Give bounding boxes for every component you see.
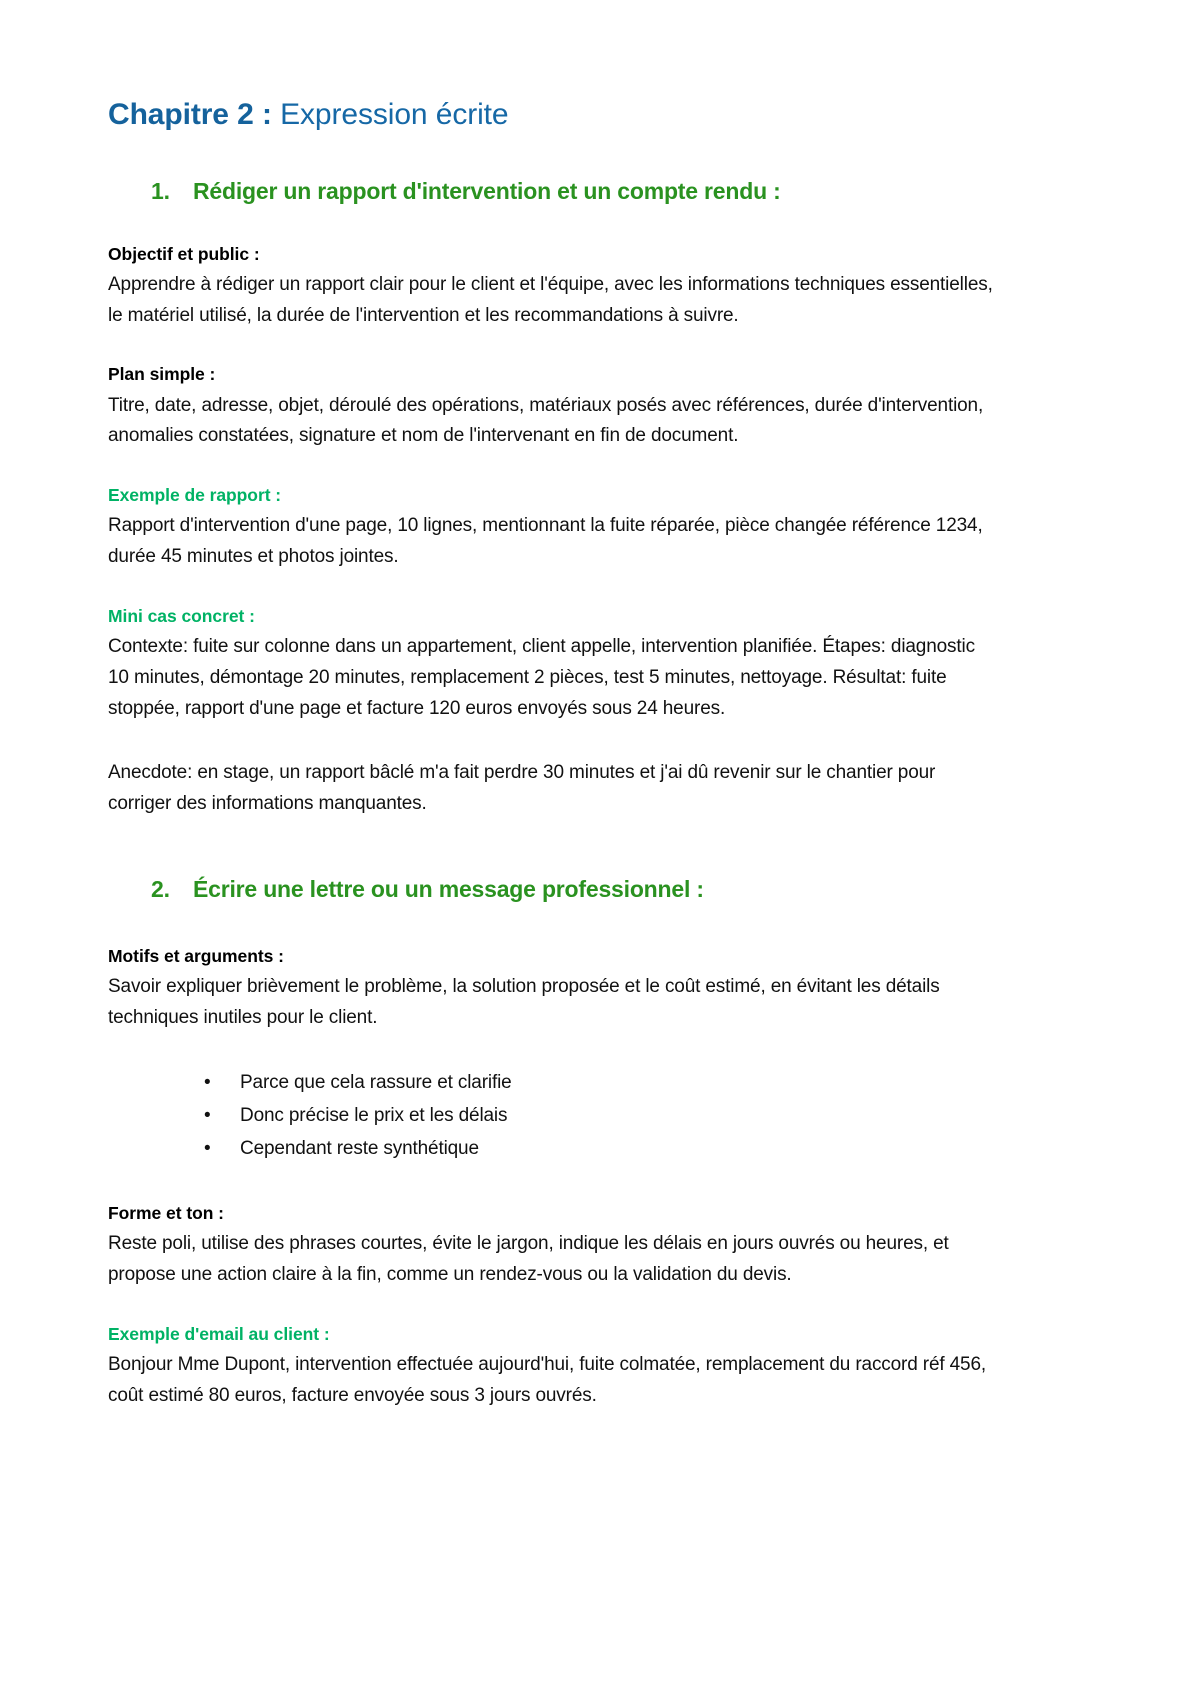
bullet-icon: •: [204, 1071, 211, 1093]
paragraph-motifs-et-arguments: Savoir expliquer brièvement le problème, la solution proposée et le coût estimé, en évitant les détails techniques inutiles pour le client.: [108, 976, 940, 1028]
document-content: [108, 96, 1000, 1411]
section-title-2: Écrire une lettre ou un message professionnel :: [193, 875, 704, 902]
paragraph-forme-et-ton: Reste poli, utilise des phrases courtes, évite le jargon, indique les délais en jours ouvrés ou heures, et propose une action claire à la fin, comme un rendez-vous ou la validation du devis.: [108, 1233, 949, 1285]
bullet-list: [108, 1068, 1000, 1164]
block-plan-simple: [108, 361, 1000, 452]
bullet-icon: •: [204, 1137, 211, 1159]
paragraph-mini-cas-concret: Contexte: fuite sur colonne dans un appartement, client appelle, intervention planifiée. Étapes: diagnostic 10 minutes, démontage 20 minutes, remplacement 2 pièces, test 5 minutes, nettoyage. Résultat: fuite stoppée, rapport d'une page et facture 120 euros envoyés sous 24 heures.: [108, 636, 975, 719]
paragraph-exemple-email-au-client: Bonjour Mme Dupont, intervention effectuée aujourd'hui, fuite colmatée, remplacement du raccord réf 456, coût estimé 80 euros, facture envoyée sous 3 jours ouvrés.: [108, 1353, 987, 1406]
sub-heading-plan-simple: Plan simple :: [108, 364, 216, 385]
section-heading-1: [108, 178, 1000, 205]
sub-heading-mini-cas-concret: Mini cas concret :: [108, 605, 255, 626]
list-item: [204, 1068, 1000, 1098]
sub-heading-exemple-de-rapport: Exemple de rapport :: [108, 485, 282, 506]
list-item: [204, 1134, 1000, 1164]
block-exemple-email-au-client: [108, 1321, 1000, 1412]
block-mini-cas-concret: [108, 603, 1000, 725]
block-motifs-et-arguments: [108, 943, 1000, 1034]
paragraph-anecdote: Anecdote: en stage, un rapport bâclé m'a fait perdre 30 minutes et j'ai dû revenir sur le chantier pour corriger des informations manquantes.: [108, 762, 936, 815]
sub-heading-exemple-email-au-client: Exemple d'email au client :: [108, 1323, 330, 1344]
block-objectif-et-public: [108, 241, 1000, 332]
section-number-2: 2.: [151, 875, 170, 902]
section-heading-2: [108, 876, 1000, 903]
page-title: [108, 96, 1000, 134]
paragraph-plan-simple: Titre, date, adresse, objet, déroulé des opérations, matériaux posés avec références, durée d'intervention, anomalies constatées, signature et nom de l'intervenant en fin de document.: [108, 394, 984, 447]
sub-heading-forme-et-ton: Forme et ton :: [108, 1202, 224, 1223]
section-title-1: Rédiger un rapport d'intervention et un compte rendu :: [193, 177, 781, 204]
chapter-title-text: Expression écrite: [280, 98, 509, 131]
paragraph-objectif-et-public: Apprendre à rédiger un rapport clair pour le client et l'équipe, avec les informations techniques essentielles, le matériel utilisé, la durée de l'intervention et les recommandations à suivre.: [108, 273, 993, 326]
block-forme-et-ton: [108, 1200, 1000, 1291]
list-item: [204, 1101, 1000, 1131]
paragraph-exemple-de-rapport: Rapport d'intervention d'une page, 10 lignes, mentionnant la fuite réparée, pièce changée référence 1234, durée 45 minutes et photos jointes.: [108, 515, 983, 568]
list-item-label: Cependant reste synthétique: [240, 1137, 479, 1159]
sub-heading-objectif-et-public: Objectif et public :: [108, 243, 260, 264]
block-exemple-de-rapport: [108, 482, 1000, 573]
list-item-label: Parce que cela rassure et clarifie: [240, 1071, 512, 1093]
chapter-label: Chapitre 2 :: [108, 98, 272, 131]
sub-heading-motifs-et-arguments: Motifs et arguments :: [108, 945, 284, 966]
list-item-label: Donc précise le prix et les délais: [240, 1104, 508, 1126]
bullet-icon: •: [204, 1104, 211, 1126]
section-number-1: 1.: [151, 177, 170, 204]
